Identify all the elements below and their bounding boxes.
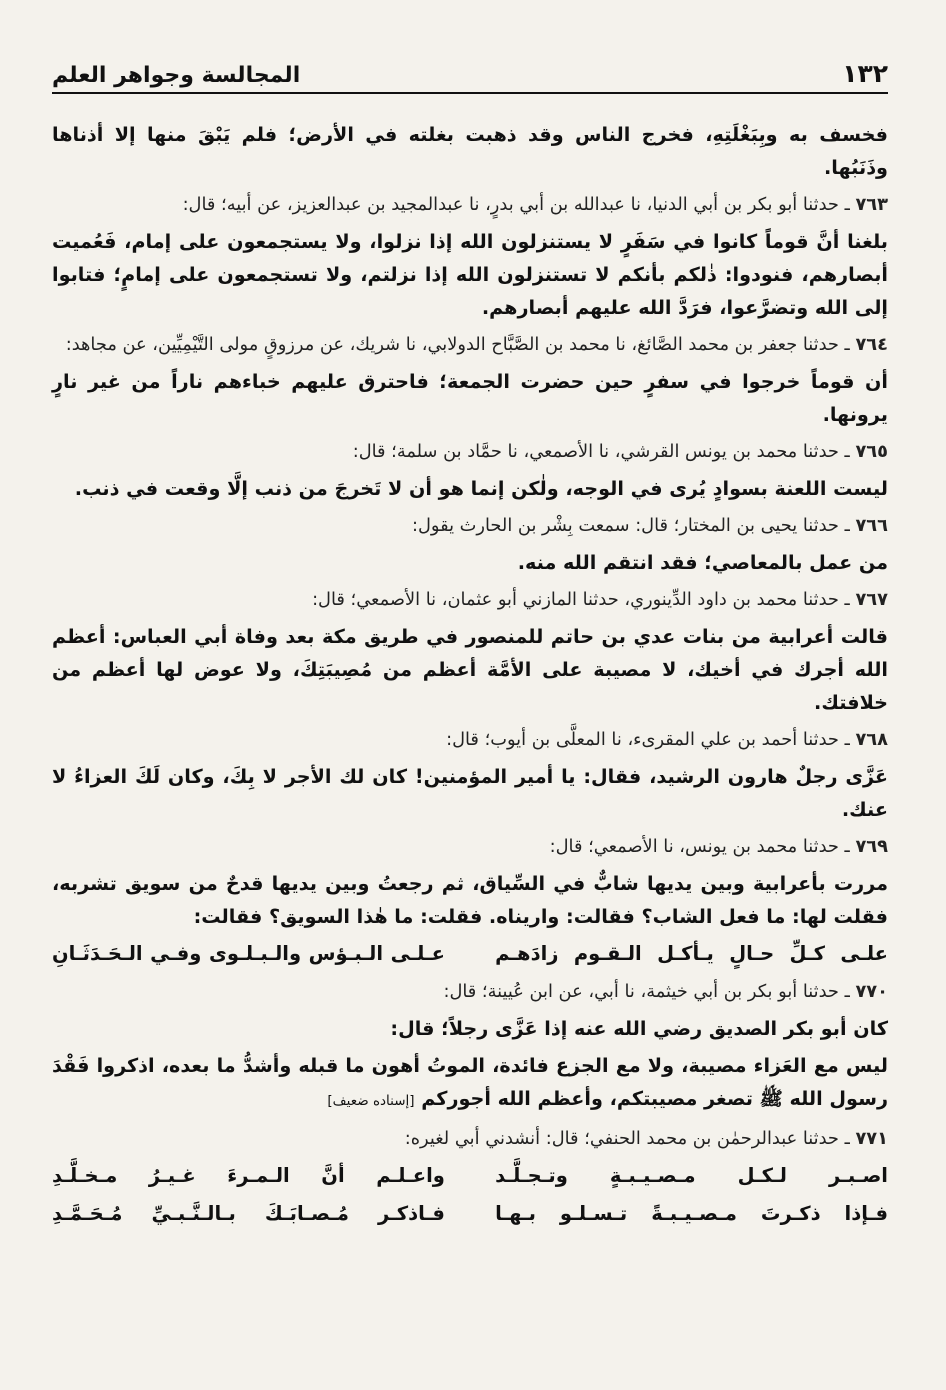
hemistich-left: عـلـى الـبـؤس والـبـلـوى وفـي الـحَـدَثَـانِ xyxy=(52,942,445,965)
text-paragraph xyxy=(52,365,888,431)
hemistich-left: فـاذكـر مُـصـابَـكَ بـالـنَّـبـيِّ مُـحَـمَّـدِ xyxy=(52,1202,445,1225)
hemistich-right: علـى كـلِّ حـالٍ يـأكـل الـقـوم زادَهـم xyxy=(495,942,888,965)
book-title: المجالسة وجواهر العلم xyxy=(52,63,301,88)
paragraph-text: ـ حدثنا عبدالرحمٰن بن محمد الحنفي؛ قال: أنشدني أبي لغيره: xyxy=(404,1128,850,1149)
grading-note: [إسناده ضعيف] xyxy=(327,1093,415,1109)
paragraph-text: ـ حدثنا أحمد بن علي المقرىء، نا المعلَّى بن أيوب؛ قال: xyxy=(446,729,850,750)
poem-verse xyxy=(52,1159,888,1193)
narrations-block xyxy=(52,118,888,933)
paragraph-text: ليست اللعنة بسوادٍ يُرى في الوجه، ولٰكن إنما هو أن لا تَخرجَ من ذنب إلَّا وقعت في ذنب. xyxy=(74,477,888,500)
isnad-paragraph xyxy=(52,188,888,221)
poem-verse xyxy=(52,937,888,971)
isnad-paragraph xyxy=(52,328,888,361)
isnad-paragraph xyxy=(52,830,888,863)
isnad-paragraph xyxy=(52,975,888,1008)
isnad-paragraph xyxy=(52,723,888,756)
paragraph-text: ـ حدثنا محمد بن يونس، نا الأصمعي؛ قال: xyxy=(549,836,850,857)
paragraph-text: ـ حدثنا محمد بن داود الدِّينوري، حدثنا المازني أبو عثمان، نا الأصمعي؛ قال: xyxy=(312,589,850,610)
page-content xyxy=(52,118,888,1231)
narration-number: ٧٧٠ xyxy=(855,981,888,1002)
paragraph-text: من عمل بالمعاصي؛ فقد انتقم الله منه. xyxy=(517,551,888,574)
hemistich-left: واعـلـم أنَّ الـمـرءَ غـيـرُ مـخـلَّـدِ xyxy=(52,1164,445,1187)
poem-verse xyxy=(52,1197,888,1231)
isnad-paragraph xyxy=(52,509,888,542)
hemistich-right: فـإذا ذكـرتَ مـصـيـبـةً تـسـلـو بـهـا xyxy=(495,1202,888,1225)
narration-number: ٧٦٧ xyxy=(855,589,888,610)
narration-number: ٧٦٦ xyxy=(855,515,888,536)
paragraph-text: ـ حدثنا أبو بكر بن أبي الدنيا، نا عبدالله بن أبي بدرٍ، نا عبدالمجيد بن عبدالعزيز، عن أبيه؛ قال: xyxy=(182,194,850,215)
text-paragraph xyxy=(52,867,888,933)
isnad-paragraph xyxy=(52,583,888,616)
text-paragraph xyxy=(52,1049,888,1118)
narration-number: ٧٦٤ xyxy=(855,334,888,355)
paragraph-text: أن قوماً خرجوا في سفرٍ حين حضرت الجمعة؛ فاحترق عليهم خباءهم ناراً من غير نارٍ يرونها. xyxy=(52,370,888,426)
paragraph-text: عَزَّى رجلٌ هارون الرشيد، فقال: يا أمير المؤمنين! كان لك الأجر لا بِكَ، وكان لَكَ العزاءُ لا عنك. xyxy=(52,765,888,821)
paragraph-text: فخسف به وبِبَغْلَتِهِ، فخرج الناس وقد ذهبت بغلته في الأرض؛ فلم يَبْقَ منها إلا أذناها وذَنَبُها. xyxy=(52,123,888,179)
narration-number: ٧٦٣ xyxy=(855,194,888,215)
paragraph-text: ـ حدثنا محمد بن يونس القرشي، نا الأصمعي، نا حمَّاد بن سلمة؛ قال: xyxy=(352,441,850,462)
text-paragraph xyxy=(52,225,888,324)
text-paragraph xyxy=(52,472,888,505)
page-header xyxy=(52,52,888,94)
narrations-block xyxy=(52,975,888,1155)
paragraph-text: ـ حدثنا جعفر بن محمد الصَّائغ، نا محمد بن الصَّبَّاح الدولابي، نا شريك، عن مرزوقٍ مولى التَّيْمِيِّين، عن مجاهد: xyxy=(65,334,850,355)
paragraph-text: بلغنا أنَّ قوماً كانوا في سَفَرٍ لا يستنزلون الله إذا نزلوا، ولا يستجمعون على إمام، فَعُميت أبصارهم، فنودوا: ذٰلكم بأنكم لا تستنزلون الله إذا نزلتم، ولا تستجمعون على إمامٍ؛ فتابوا إلى الله وتضرَّعوا، فرَدَّ الله عليهم أبصارهم. xyxy=(52,230,888,319)
paragraph-text: ليس مع العَزاء مصيبة، ولا مع الجزع فائدة، الموتُ أهون ما قبله وأشدُّ ما بعده، اذكروا فَقْدَ رسول الله ﷺ تصغر مصيبتكم، وأعظم الله أجوركم xyxy=(52,1054,888,1110)
text-paragraph xyxy=(52,760,888,826)
page-number: ١٣٢ xyxy=(842,59,888,88)
narration-number: ٧٦٩ xyxy=(855,836,888,857)
text-paragraph xyxy=(52,1012,888,1045)
paragraph-text: قالت أعرابية من بنات عدي بن حاتم للمنصور في طريق مكة بعد وفاة أبي العباس: أعظم الله أجرك في أخيك، لا مصيبة على الأمَّة أعظم من مُصِيبَتِكَ، ولا عوض لها أعظم من خلافتك. xyxy=(52,625,888,714)
poem-block xyxy=(52,937,888,971)
paragraph-text: ـ حدثنا يحيى بن المختار؛ قال: سمعت بِشْر بن الحارث يقول: xyxy=(411,515,850,536)
text-paragraph xyxy=(52,118,888,184)
narration-number: ٧٦٨ xyxy=(855,729,888,750)
paragraph-text: ـ حدثنا أبو بكر بن أبي خيثمة، نا أبي، عن ابن عُيينة؛ قال: xyxy=(443,981,850,1002)
narration-number: ٧٦٥ xyxy=(855,441,888,462)
hemistich-right: اصـبـر لـكـل مـصـيـبـةٍ وتـجـلَّـد xyxy=(495,1164,888,1187)
paragraph-text: مررت بأعرابية وبين يديها شابٌّ في السِّياق، ثم رجعتُ وبين يديها قدحٌ من سويق تشربه، فقلت لها: ما فعل الشاب؟ فقالت: واريناه. فقلت: ما هٰذا السويق؟ فقالت: xyxy=(52,872,888,928)
isnad-paragraph xyxy=(52,435,888,468)
text-paragraph xyxy=(52,546,888,579)
paragraph-text: كان أبو بكر الصديق رضي الله عنه إذا عَزَّى رجلاً؛ قال: xyxy=(390,1017,888,1040)
poem-block xyxy=(52,1159,888,1231)
narration-number: ٧٧١ xyxy=(855,1128,888,1149)
text-paragraph xyxy=(52,620,888,719)
isnad-paragraph xyxy=(52,1122,888,1155)
